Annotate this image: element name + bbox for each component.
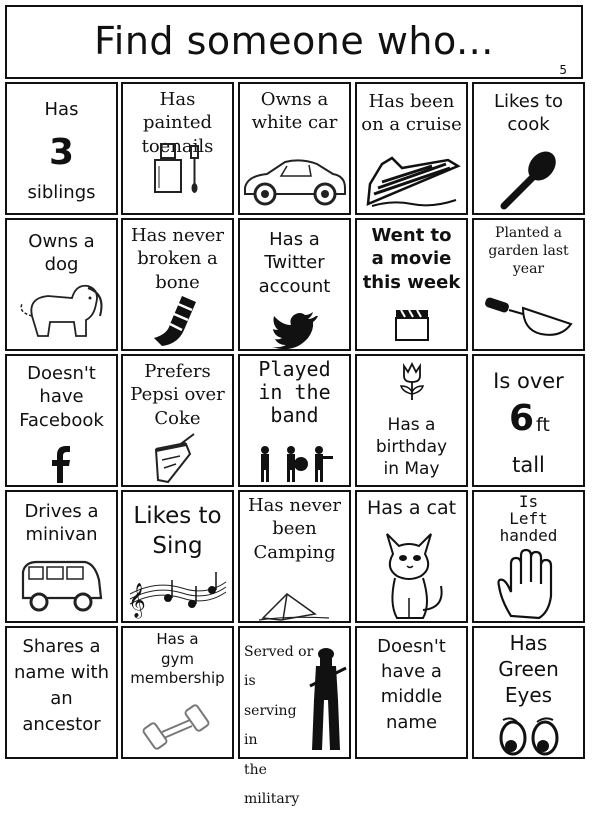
cell-over-6ft [472, 354, 585, 487]
cell-label: Doesn't have Facebook [19, 363, 104, 431]
unit-label: ft [536, 414, 550, 436]
cell-white-car [238, 82, 351, 215]
bingo-page [5, 5, 587, 807]
tulip-icon [397, 362, 427, 402]
cell-label: Has a Twitter account [258, 229, 331, 297]
cell-label: Doesn't have a middle name [377, 636, 446, 733]
cell-label: Played in the band [258, 357, 331, 427]
cell-siblings [5, 82, 118, 215]
cell-label: Served or is serving in the military [244, 644, 314, 807]
cell-pepsi [121, 354, 234, 487]
music-notes-icon [126, 568, 230, 618]
cat-icon [375, 524, 449, 622]
big-number: 3 [48, 132, 75, 173]
cell-twitter [238, 218, 351, 351]
cast-leg-icon [148, 294, 208, 350]
cell-label: Has painted toenails [141, 89, 214, 157]
cell-cook [472, 82, 585, 215]
cell-label: Has [44, 99, 79, 120]
cell-label: Planted a garden last year [488, 225, 569, 278]
spoon-icon [494, 150, 564, 210]
page-title: Find someone who... [94, 19, 494, 63]
cell-label: Has never been Camping [247, 495, 342, 563]
cell-camping [238, 490, 351, 623]
cell-movie [355, 218, 468, 351]
dog-icon [14, 276, 110, 340]
cell-cat [355, 490, 468, 623]
cell-dog [5, 218, 118, 351]
cell-left-handed [472, 490, 585, 623]
marching-band-icon [255, 444, 335, 484]
cell-broken-bone [121, 218, 234, 351]
svg-text:𝄞: 𝄞 [127, 583, 146, 618]
cell-label: Owns a white car [251, 89, 338, 134]
cell-label: Has a gym membership [130, 630, 225, 687]
soda-cup-icon [150, 434, 206, 486]
cell-gym [121, 626, 234, 759]
cell-label-2: tall [512, 453, 545, 477]
cell-label: Prefers Pepsi over Coke [130, 361, 225, 429]
cell-label: Has a cat [366, 497, 457, 519]
cell-sing [121, 490, 234, 623]
hand-icon [495, 550, 563, 622]
cell-military [238, 626, 351, 807]
cell-birthday-may [355, 354, 468, 487]
cell-label: Has never broken a bone [130, 225, 225, 293]
cell-green-eyes [472, 626, 585, 759]
cell-label: Is over [493, 369, 564, 393]
eyes-icon [497, 716, 561, 758]
cell-painted-toenails [121, 82, 234, 215]
cell-band [238, 354, 351, 487]
cell-label: Drives a minivan [24, 501, 99, 546]
cell-label: Has been on a cruise [361, 91, 462, 136]
dumbbell-icon [142, 702, 214, 754]
cell-label: Went to a movie this week [362, 225, 461, 293]
tent-icon [257, 588, 333, 622]
cell-ancestor [5, 626, 118, 759]
minivan-icon [19, 558, 105, 616]
cell-label: Is Left handed [499, 492, 558, 545]
cell-label: Has Green Eyes [498, 631, 559, 707]
cruise-ship-icon [362, 148, 462, 210]
cell-label: Shares a name with an ancestor [14, 636, 109, 736]
page-number: 5 [559, 63, 567, 77]
car-icon [241, 150, 349, 210]
nail-polish-icon [143, 142, 213, 196]
trowel-icon [483, 294, 575, 340]
cell-minivan [5, 490, 118, 623]
cell-label: Likes to Sing [133, 503, 222, 559]
clapperboard-icon [393, 306, 431, 342]
cell-facebook [5, 354, 118, 487]
bingo-grid [5, 82, 587, 807]
cell-cruise [355, 82, 468, 215]
cell-label: Owns a dog [28, 231, 95, 276]
twitter-bird-icon [272, 312, 318, 348]
cell-label-2: siblings [27, 182, 96, 203]
cell-middle-name [355, 626, 468, 759]
soldier-icon [308, 646, 348, 754]
cell-label: Has a birthday in May [375, 415, 448, 480]
cell-garden [472, 218, 585, 351]
cell-label: Likes to cook [493, 91, 564, 136]
header [5, 5, 583, 79]
big-number: 6 [508, 398, 535, 439]
facebook-f-icon [49, 442, 75, 484]
